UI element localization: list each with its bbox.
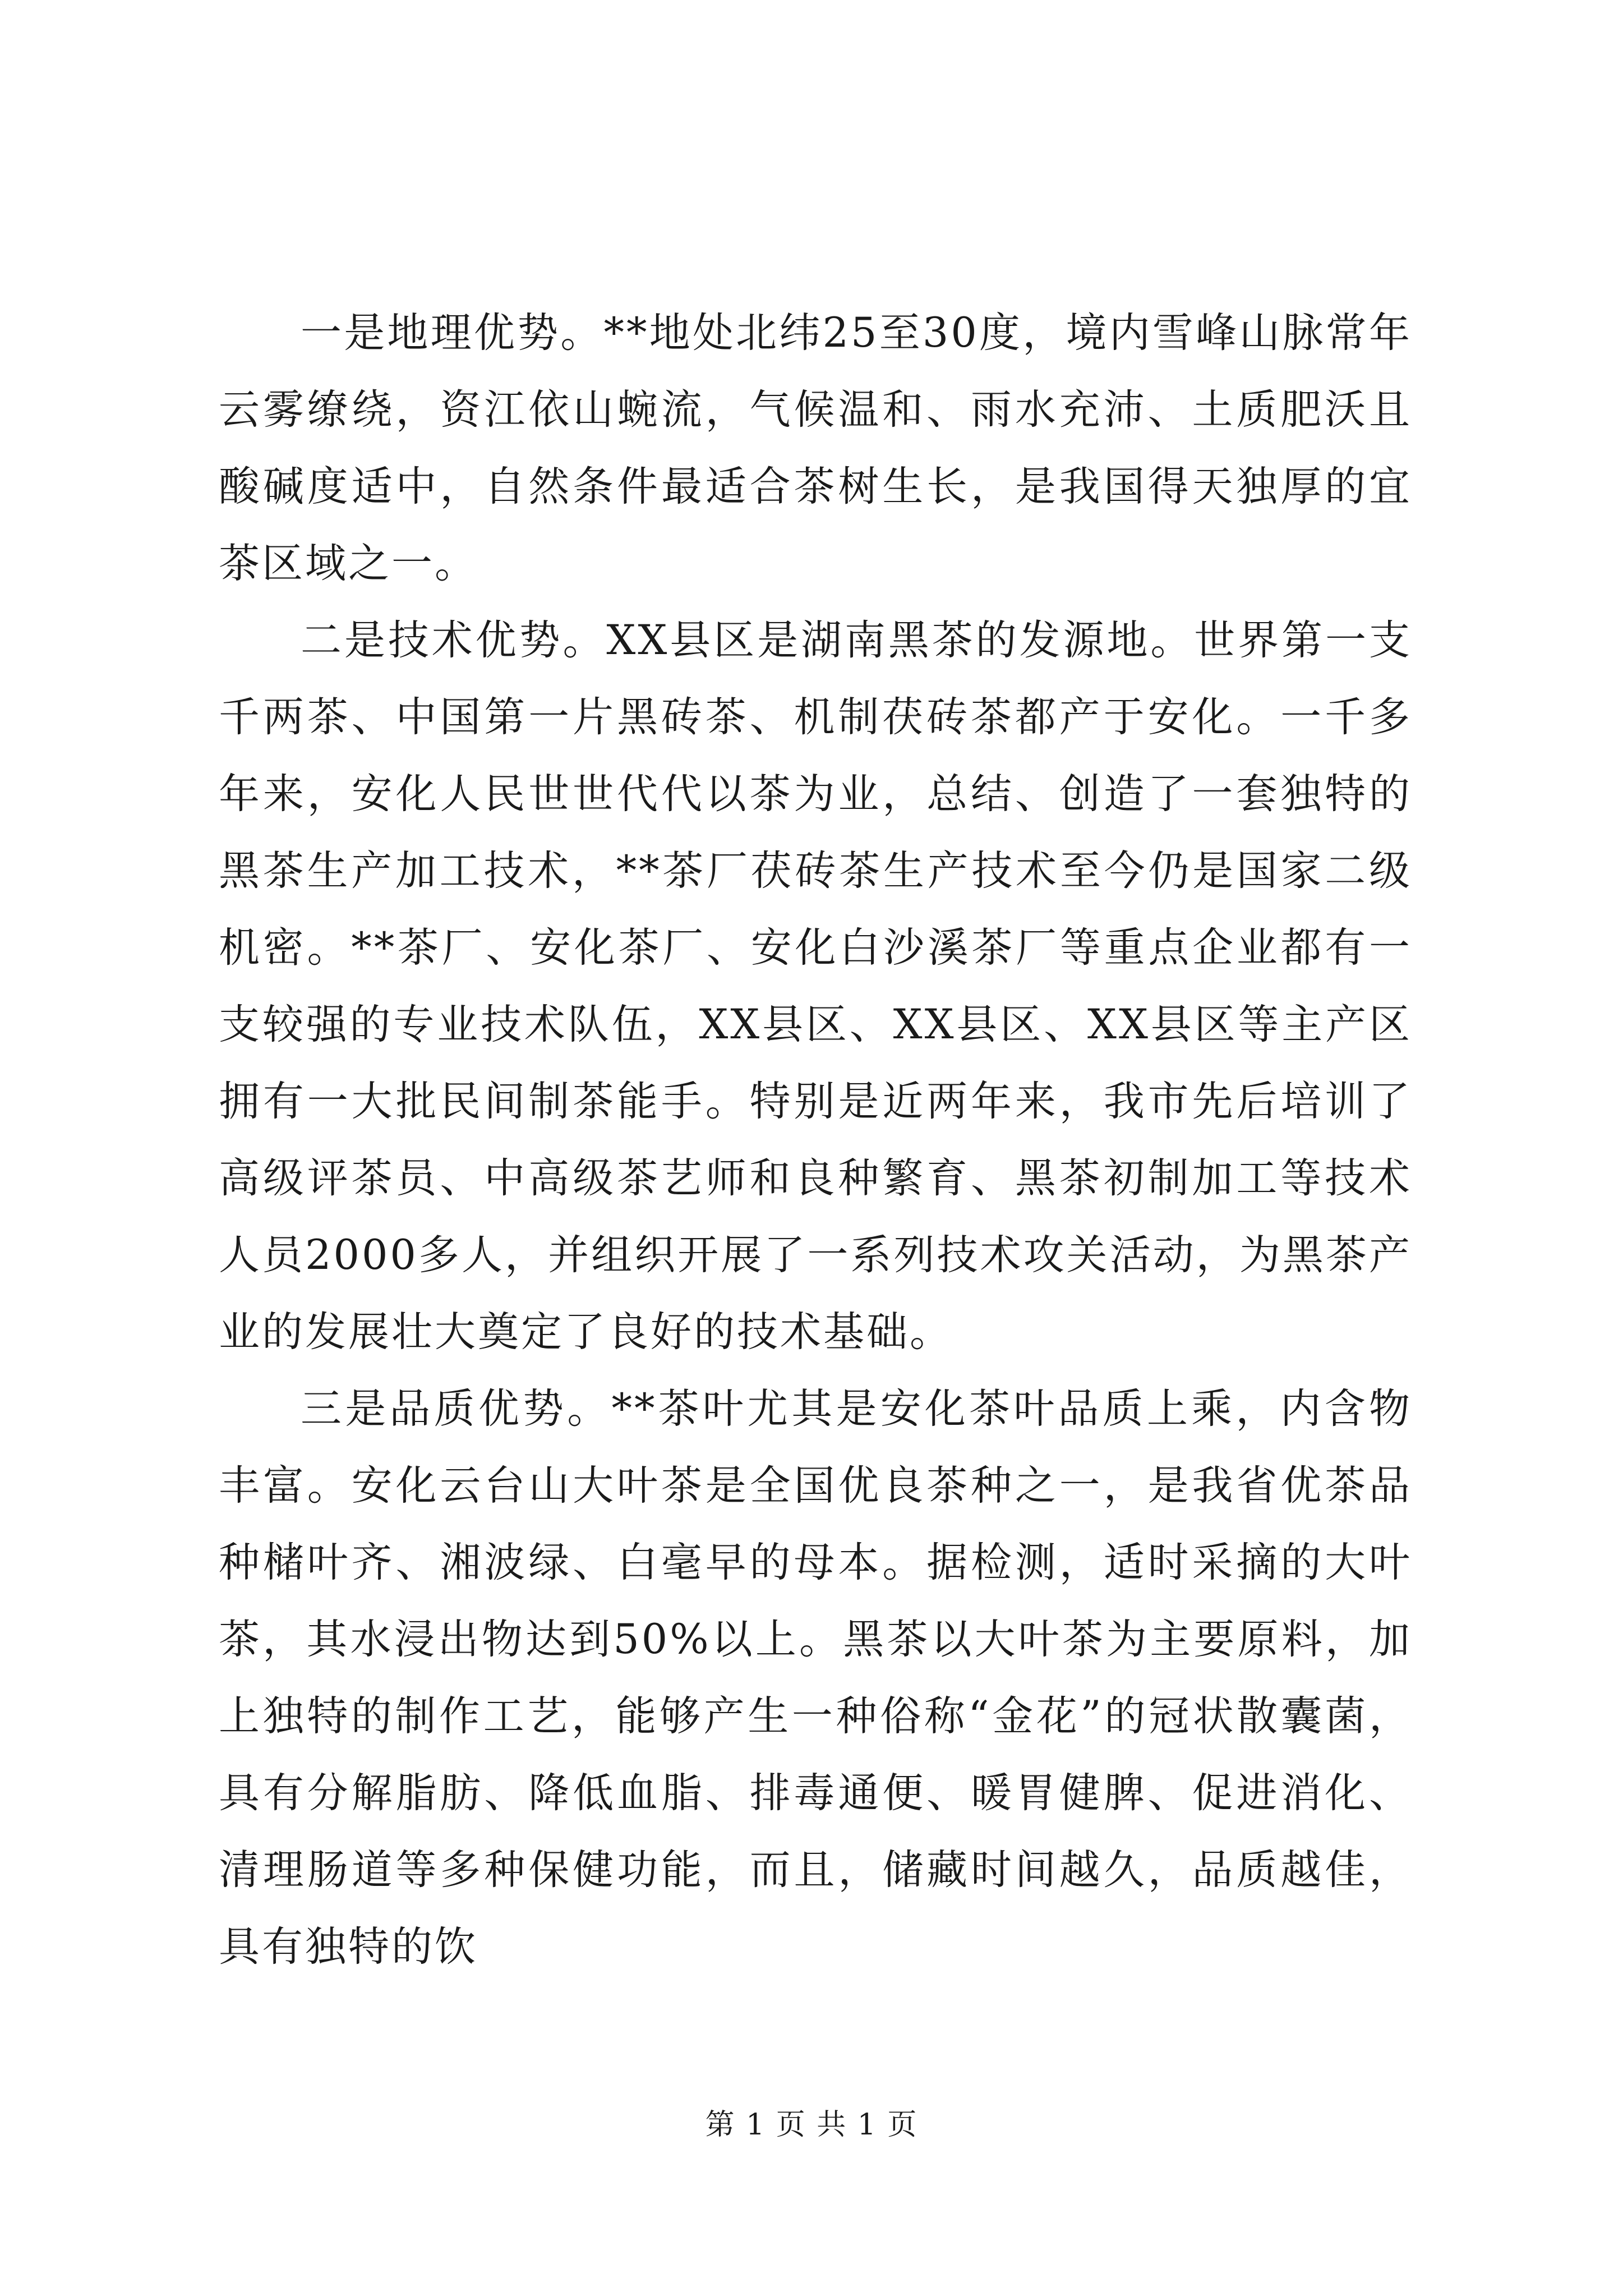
paragraph-quality: 三是品质优势。**茶叶尤其是安化茶叶品质上乘，内含物丰富。安化云台山大叶茶是全国优良茶种之一，是我省优茶品种槠叶齐、湘波绿、白毫早的母本。据检测，适时采摘的大叶茶，其水浸出物达到50%以上。黑茶以大叶茶为主要原料，加上独特的制作工艺，能够产生一种俗称“金花”的冠状散囊菌，具有分解脂肪、降低血脂、排毒通便、暖胃健脾、促进消化、清理肠道等多种保健功能，而且，储藏时间越久，品质越佳，具有独特的饮 bbox=[219, 1385, 1412, 1971]
page-footer: 第 1 页 共 1 页 bbox=[705, 2108, 918, 2142]
document-body bbox=[219, 295, 1412, 1985]
paragraph-technology: 二是技术优势。XX县区是湖南黑茶的发源地。世界第一支千两茶、中国第一片黑砖茶、机制茯砖茶都产于安化。一千多年来，安化人民世世代代以茶为业，总结、创造了一套独特的黑茶生产加工技术，**茶厂茯砖茶生产技术至今仍是国家二级机密。**茶厂、安化茶厂、安化白沙溪茶厂等重点企业都有一支较强的专业技术队伍，XX县区、XX县区、XX县区等主产区拥有一大批民间制茶能手。特别是近两年来，我市先后培训了高级评茶员、中高级茶艺师和良种繁育、黑茶初制加工等技术人员2000多人，并组织开展了一系列技术攻关活动，为黑茶产业的发展壮大奠定了良好的技术基础。 bbox=[219, 616, 1412, 1356]
paragraph-geography: 一是地理优势。**地处北纬25至30度，境内雪峰山脉常年云雾缭绕，资江依山蜿流，气候温和、雨水充沛、土质肥沃且酸碱度适中，自然条件最适合茶树生长，是我国得天独厚的宜茶区域之一。 bbox=[219, 309, 1412, 587]
